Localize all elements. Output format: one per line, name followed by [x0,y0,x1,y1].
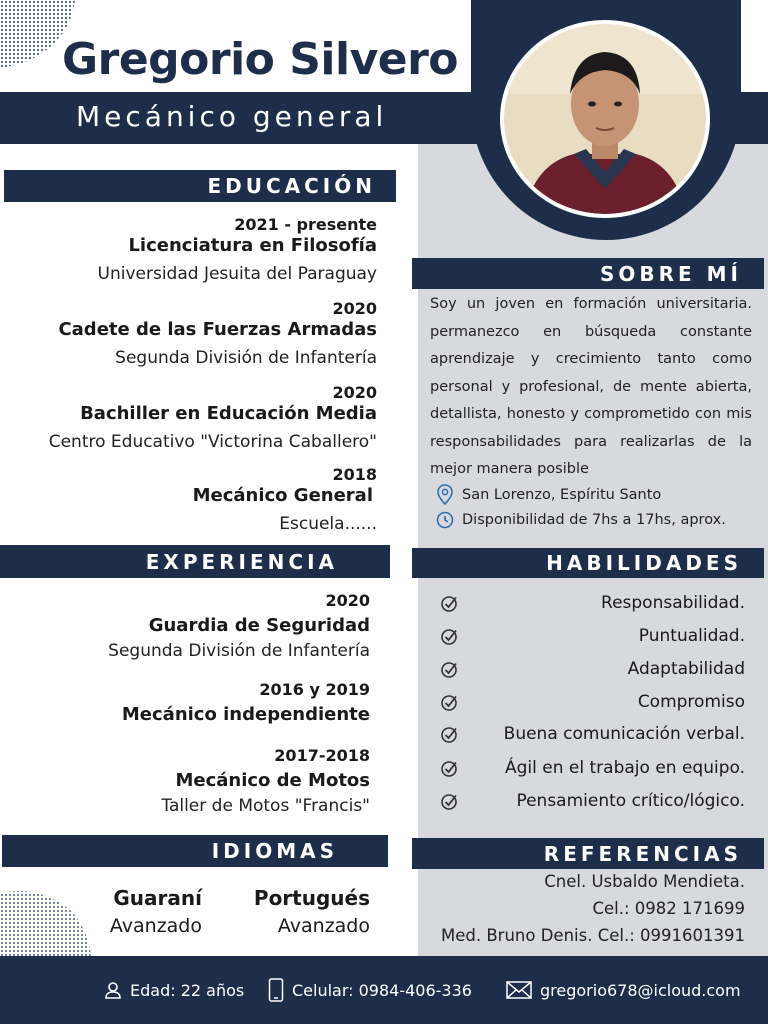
experience-item [10,679,370,745]
education-year: 2018 [332,465,377,484]
language-level: Avanzado [109,915,202,937]
availability-text: Disponibilidad de 7hs a 17hs, aprox. [462,512,726,528]
check-circle-icon [440,791,460,811]
skill-label: Adaptabilidad [627,659,745,679]
reference-line: Cel.: 0982 171699 [592,899,745,918]
education-list [10,214,377,544]
skill-item [440,755,745,781]
language-level: Avanzado [277,915,370,937]
education-institution: Centro Educativo "Victorina Caballero" [48,432,377,452]
reference-line: Cnel. Usbaldo Mendieta. [544,872,745,891]
education-item [10,214,377,298]
education-item [10,382,377,464]
skill-label: Responsabilidad. [601,593,745,613]
skill-item [440,689,745,715]
education-degree: Licenciatura en Filosofía [128,235,377,256]
education-item [10,298,377,382]
skill-item [440,623,745,649]
skill-label: Buena comunicación verbal. [503,724,745,744]
skill-label: Pensamiento crítico/lógico. [516,791,745,811]
phone-icon [268,978,284,1002]
education-year: 2020 [332,383,377,402]
reference-line: Med. Bruno Denis. Cel.: 0991601391 [441,926,745,945]
experience-year: 2016 y 2019 [259,680,370,699]
references-header [412,838,764,869]
education-institution: Universidad Jesuita del Paraguay [97,264,377,284]
skill-label: Compromiso [637,692,745,712]
education-degree: Cadete de las Fuerzas Armadas [58,319,377,340]
availability-row [436,511,726,529]
about-title: SOBRE MÍ [599,261,742,286]
footer-phone-text: Celular: 0984-406-336 [292,980,472,1000]
skill-item [440,788,745,814]
skill-label: Ágil en el trabajo en equipo. [505,758,745,778]
experience-year: 2017-2018 [274,746,370,765]
user-icon [104,981,122,999]
role-title: Mecánico general [76,100,388,133]
experience-place: Segunda División de Infantería [108,641,370,661]
references-list [420,868,745,949]
language-name: Portugués [253,886,370,910]
languages-title: IDIOMAS [211,839,338,863]
education-degree: Bachiller en Educación Media [80,403,377,424]
experience-item [10,745,370,825]
experience-role: Mecánico independiente [121,704,370,725]
education-year: 2020 [332,299,377,318]
language-item [90,884,202,940]
skill-label: Puntualidad. [638,626,745,646]
check-circle-icon [440,724,460,744]
about-header [412,258,764,289]
education-year: 2021 - presente [234,215,377,234]
envelope-icon [506,981,532,999]
skills-header [412,548,764,578]
check-circle-icon [440,626,460,646]
check-circle-icon [440,659,460,679]
check-circle-icon [440,692,460,712]
education-institution: Segunda División de Infantería [115,348,377,368]
experience-header [0,545,390,578]
skill-item [440,656,745,682]
language-name: Guaraní [113,886,202,910]
decorative-pattern-bottom [0,885,100,965]
experience-year: 2020 [325,591,370,610]
experience-list [10,590,370,825]
footer-email-text: gregorio678@icloud.com [540,980,741,1000]
about-text: Soy un joven en formación universitaria. permanezco en búsqueda constante aprendizaje y crecimiento tanto como personal y profesional, de mente abierta, detallista, honesto y comprometido con mis responsabilidades para realizarlas de la mejor manera posible [430,296,752,477]
education-title: EDUCACIÓN [207,174,376,198]
experience-role: Guardia de Seguridad [148,615,370,636]
language-item [240,884,370,940]
experience-place: Taller de Motos "Francis" [161,796,370,816]
footer-phone[interactable] [268,976,472,1004]
skills-title: HABILIDADES [546,551,742,575]
experience-role: Mecánico de Motos [175,770,370,791]
footer-email[interactable] [506,976,741,1004]
footer-age-text: Edad: 22 años [130,980,245,1000]
education-degree: Mecánico General [192,485,373,506]
check-circle-icon [440,758,460,778]
education-header [4,170,396,202]
experience-title: EXPERIENCIA [145,549,338,574]
check-circle-icon [440,593,460,613]
location-text: San Lorenzo, Espíritu Santo [462,487,662,503]
profile-photo [500,20,710,218]
education-institution: Escuela...... [279,514,377,534]
clock-icon [436,511,454,529]
skill-item [440,721,745,747]
references-title: REFERENCIAS [543,841,742,866]
footer-age [104,976,244,1004]
location-row [436,484,661,506]
location-pin-icon [436,484,454,506]
candidate-name: Gregorio Silvero [62,34,459,85]
skill-item [440,590,745,616]
languages-header [2,835,388,867]
experience-item [10,590,370,679]
education-item [10,464,377,544]
